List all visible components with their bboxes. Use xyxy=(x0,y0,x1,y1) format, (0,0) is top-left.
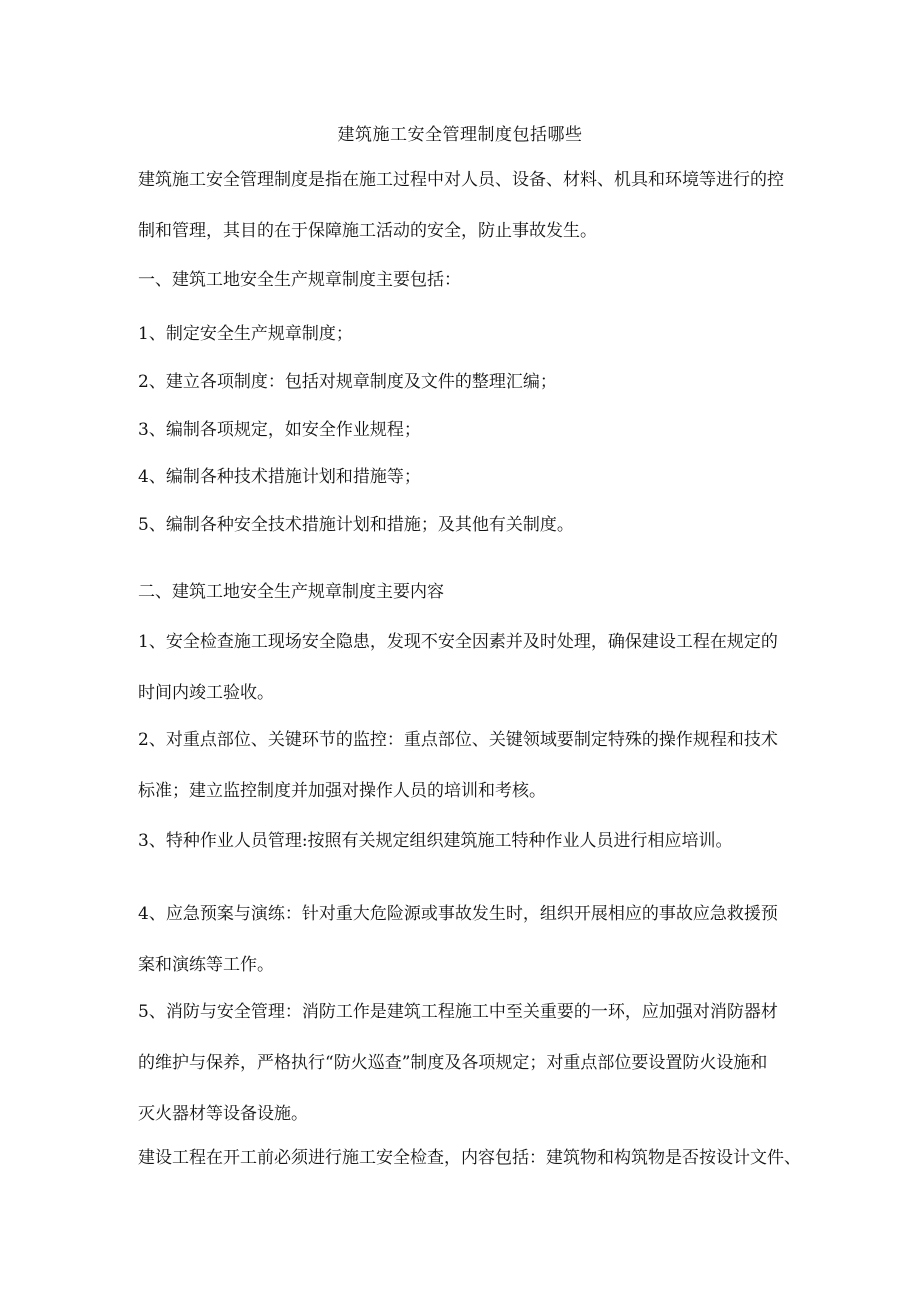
document-title: 建筑施工安全管理制度包括哪些 xyxy=(337,125,583,145)
intro-line: 制和管理，其目的在于保障施工活动的安全，防止事故发生。 xyxy=(138,221,597,241)
section-1-item: 5、编制各种安全技术措施计划和措施；及其他有关制度。 xyxy=(138,515,574,535)
section-1-item: 2、建立各项制度：包括对规章制度及文件的整理汇编； xyxy=(138,372,557,392)
section-2-item: 4、应急预案与演练：针对重大危险源或事故发生时，组织开展相应的事故应急救援预 案和演练等工作。 xyxy=(138,904,778,975)
section-1-item: 1、制定安全生产规章制度； xyxy=(138,324,353,344)
section-2-item: 1、安全检查施工现场安全隐患，发现不安全因素并及时处理，确保建设工程在规定的 时间内竣工验收。 xyxy=(138,632,778,703)
section-2-item: 3、特种作业人员管理:按照有关规定组织建筑施工特种作业人员进行相应培训。 xyxy=(138,831,733,851)
section-2-heading: 二、建筑工地安全生产规章制度主要内容 xyxy=(138,582,444,602)
section-2-item: 2、对重点部位、关键环节的监控：重点部位、关键领域要制定特殊的操作规程和技术 标准；建立监控制度并加强对操作人员的培训和考核。 xyxy=(138,730,778,801)
closing-paragraph: 建设工程在开工前必须进行施工安全检查，内容包括：建筑物和构筑物是否按设计文件、 xyxy=(138,1148,801,1168)
section-1-item: 4、编制各种技术措施计划和措施等； xyxy=(138,467,421,487)
intro-line: 建筑施工安全管理制度是指在施工过程中对人员、设备、材料、机具和环境等进行的控 xyxy=(138,170,784,190)
section-1-heading: 一、建筑工地安全生产规章制度主要包括： xyxy=(138,270,461,290)
section-2-item: 5、消防与安全管理：消防工作是建筑工程施工中至关重要的一环，应加强对消防器材 的维护与保养，严格执行“防火巡查”制度及各项规定；对重点部位要设置防火设施和 灭火器材等设备设施。 xyxy=(138,1002,778,1124)
section-1-item: 3、编制各项规定，如安全作业规程； xyxy=(138,420,421,440)
intro-paragraph xyxy=(138,168,798,243)
